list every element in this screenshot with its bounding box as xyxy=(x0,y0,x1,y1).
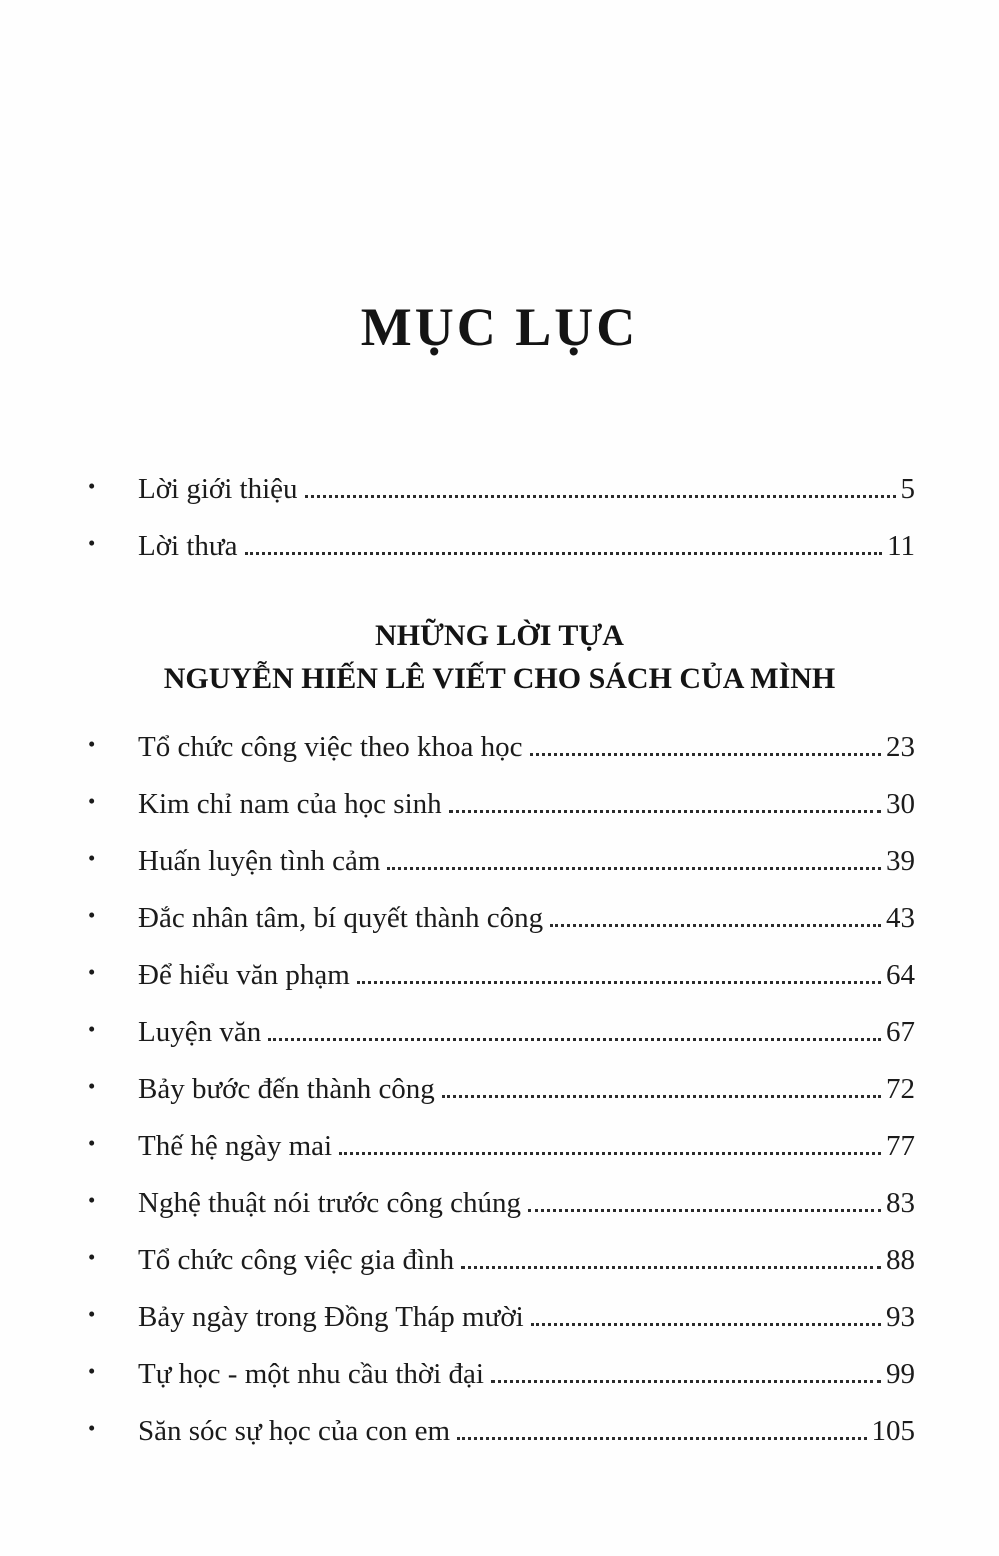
toc-entry-page: 39 xyxy=(886,844,915,877)
toc-entry-page: 93 xyxy=(886,1300,915,1333)
dot-leader xyxy=(442,1095,881,1098)
toc-entry xyxy=(88,765,915,822)
dot-leader xyxy=(387,867,881,870)
toc-entry-page: 30 xyxy=(886,787,915,820)
toc-entry-label: Thế hệ ngày mai xyxy=(138,1129,333,1162)
toc-entry xyxy=(88,708,915,765)
toc-entry xyxy=(88,1221,915,1278)
toc-entry-page: 72 xyxy=(886,1072,915,1105)
toc-entry-page: 64 xyxy=(886,958,915,991)
bullet-icon: • xyxy=(88,1074,96,1099)
toc-entry-page: 67 xyxy=(886,1015,915,1048)
bullet-icon: • xyxy=(88,903,96,928)
bullet-icon: • xyxy=(88,732,96,757)
toc-entry-label: Để hiểu văn phạm xyxy=(138,958,350,991)
toc-entry-page: 105 xyxy=(871,1414,915,1447)
toc-entry-label: Đắc nhân tâm, bí quyết thành công xyxy=(138,901,544,934)
toc-entry-page: 77 xyxy=(886,1129,915,1162)
toc-entry-label: Săn sóc sự học của con em xyxy=(138,1414,451,1447)
dot-leader xyxy=(531,1323,881,1326)
bullet-icon: • xyxy=(88,1188,96,1213)
toc-entry xyxy=(88,1278,915,1335)
dot-leader xyxy=(461,1266,881,1269)
bullet-icon: • xyxy=(88,789,96,814)
toc-entry xyxy=(88,1164,915,1221)
toc-entry-page: 43 xyxy=(886,901,915,934)
toc-entry-label: Tự học - một nhu cầu thời đại xyxy=(138,1357,484,1390)
dot-leader xyxy=(339,1152,881,1155)
bullet-icon: • xyxy=(88,1131,96,1156)
toc-entry xyxy=(88,993,915,1050)
toc-entry-label: Nghệ thuật nói trước công chúng xyxy=(138,1186,521,1219)
toc-entry-label: Tổ chức công việc gia đình xyxy=(138,1243,455,1276)
toc-entry-label: Huấn luyện tình cảm xyxy=(138,844,381,877)
dot-leader xyxy=(528,1209,881,1212)
dot-leader xyxy=(457,1437,866,1440)
bullet-icon: • xyxy=(88,1017,96,1042)
dot-leader xyxy=(245,552,883,555)
toc-entry-label: Lời thưa xyxy=(138,529,238,562)
bullet-icon: • xyxy=(88,1302,96,1327)
section-heading-line2: NGUYỄN HIẾN LÊ VIẾT CHO SÁCH CỦA MÌNH xyxy=(163,662,836,696)
toc-entry-page: 5 xyxy=(900,472,915,505)
page-title: MỤC LỤC xyxy=(360,297,639,357)
toc-entry-label: Bảy bước đến thành công xyxy=(138,1072,435,1105)
toc-entry xyxy=(88,1107,915,1164)
toc-entry xyxy=(88,1392,915,1449)
dot-leader xyxy=(357,981,881,984)
toc-entry xyxy=(88,822,915,879)
toc-main-list xyxy=(88,708,915,1449)
dot-leader xyxy=(550,924,881,927)
section-heading-line1: NHỮNG LỜI TỰA xyxy=(375,619,624,653)
bullet-icon: • xyxy=(88,474,96,499)
toc-entry-label: Tổ chức công việc theo khoa học xyxy=(138,730,523,763)
bullet-icon: • xyxy=(88,531,96,556)
toc-entry xyxy=(88,879,915,936)
toc-entry-page: 23 xyxy=(886,730,915,763)
bullet-icon: • xyxy=(88,1245,96,1270)
toc-entry-page: 11 xyxy=(887,529,915,562)
toc-entry-label: Lời giới thiệu xyxy=(138,472,298,505)
section-heading xyxy=(0,614,999,700)
toc-entry-page: 88 xyxy=(886,1243,915,1276)
toc-entry xyxy=(88,450,915,507)
bullet-icon: • xyxy=(88,1416,96,1441)
toc-entry xyxy=(88,507,915,564)
toc-entry xyxy=(88,1050,915,1107)
toc-entry-page: 99 xyxy=(886,1357,915,1390)
bullet-icon: • xyxy=(88,960,96,985)
toc-entry-label: Kim chỉ nam của học sinh xyxy=(138,787,442,820)
dot-leader xyxy=(530,753,881,756)
dot-leader xyxy=(268,1038,881,1041)
dot-leader xyxy=(305,495,896,498)
bullet-icon: • xyxy=(88,846,96,871)
toc-entry-label: Luyện văn xyxy=(138,1015,262,1048)
bullet-icon: • xyxy=(88,1359,96,1384)
dot-leader xyxy=(491,1380,881,1383)
toc-entry xyxy=(88,1335,915,1392)
toc-entry-page: 83 xyxy=(886,1186,915,1219)
toc-entry xyxy=(88,936,915,993)
dot-leader xyxy=(449,810,881,813)
toc-front-list xyxy=(88,450,915,564)
toc-entry-label: Bảy ngày trong Đồng Tháp mười xyxy=(138,1300,524,1333)
